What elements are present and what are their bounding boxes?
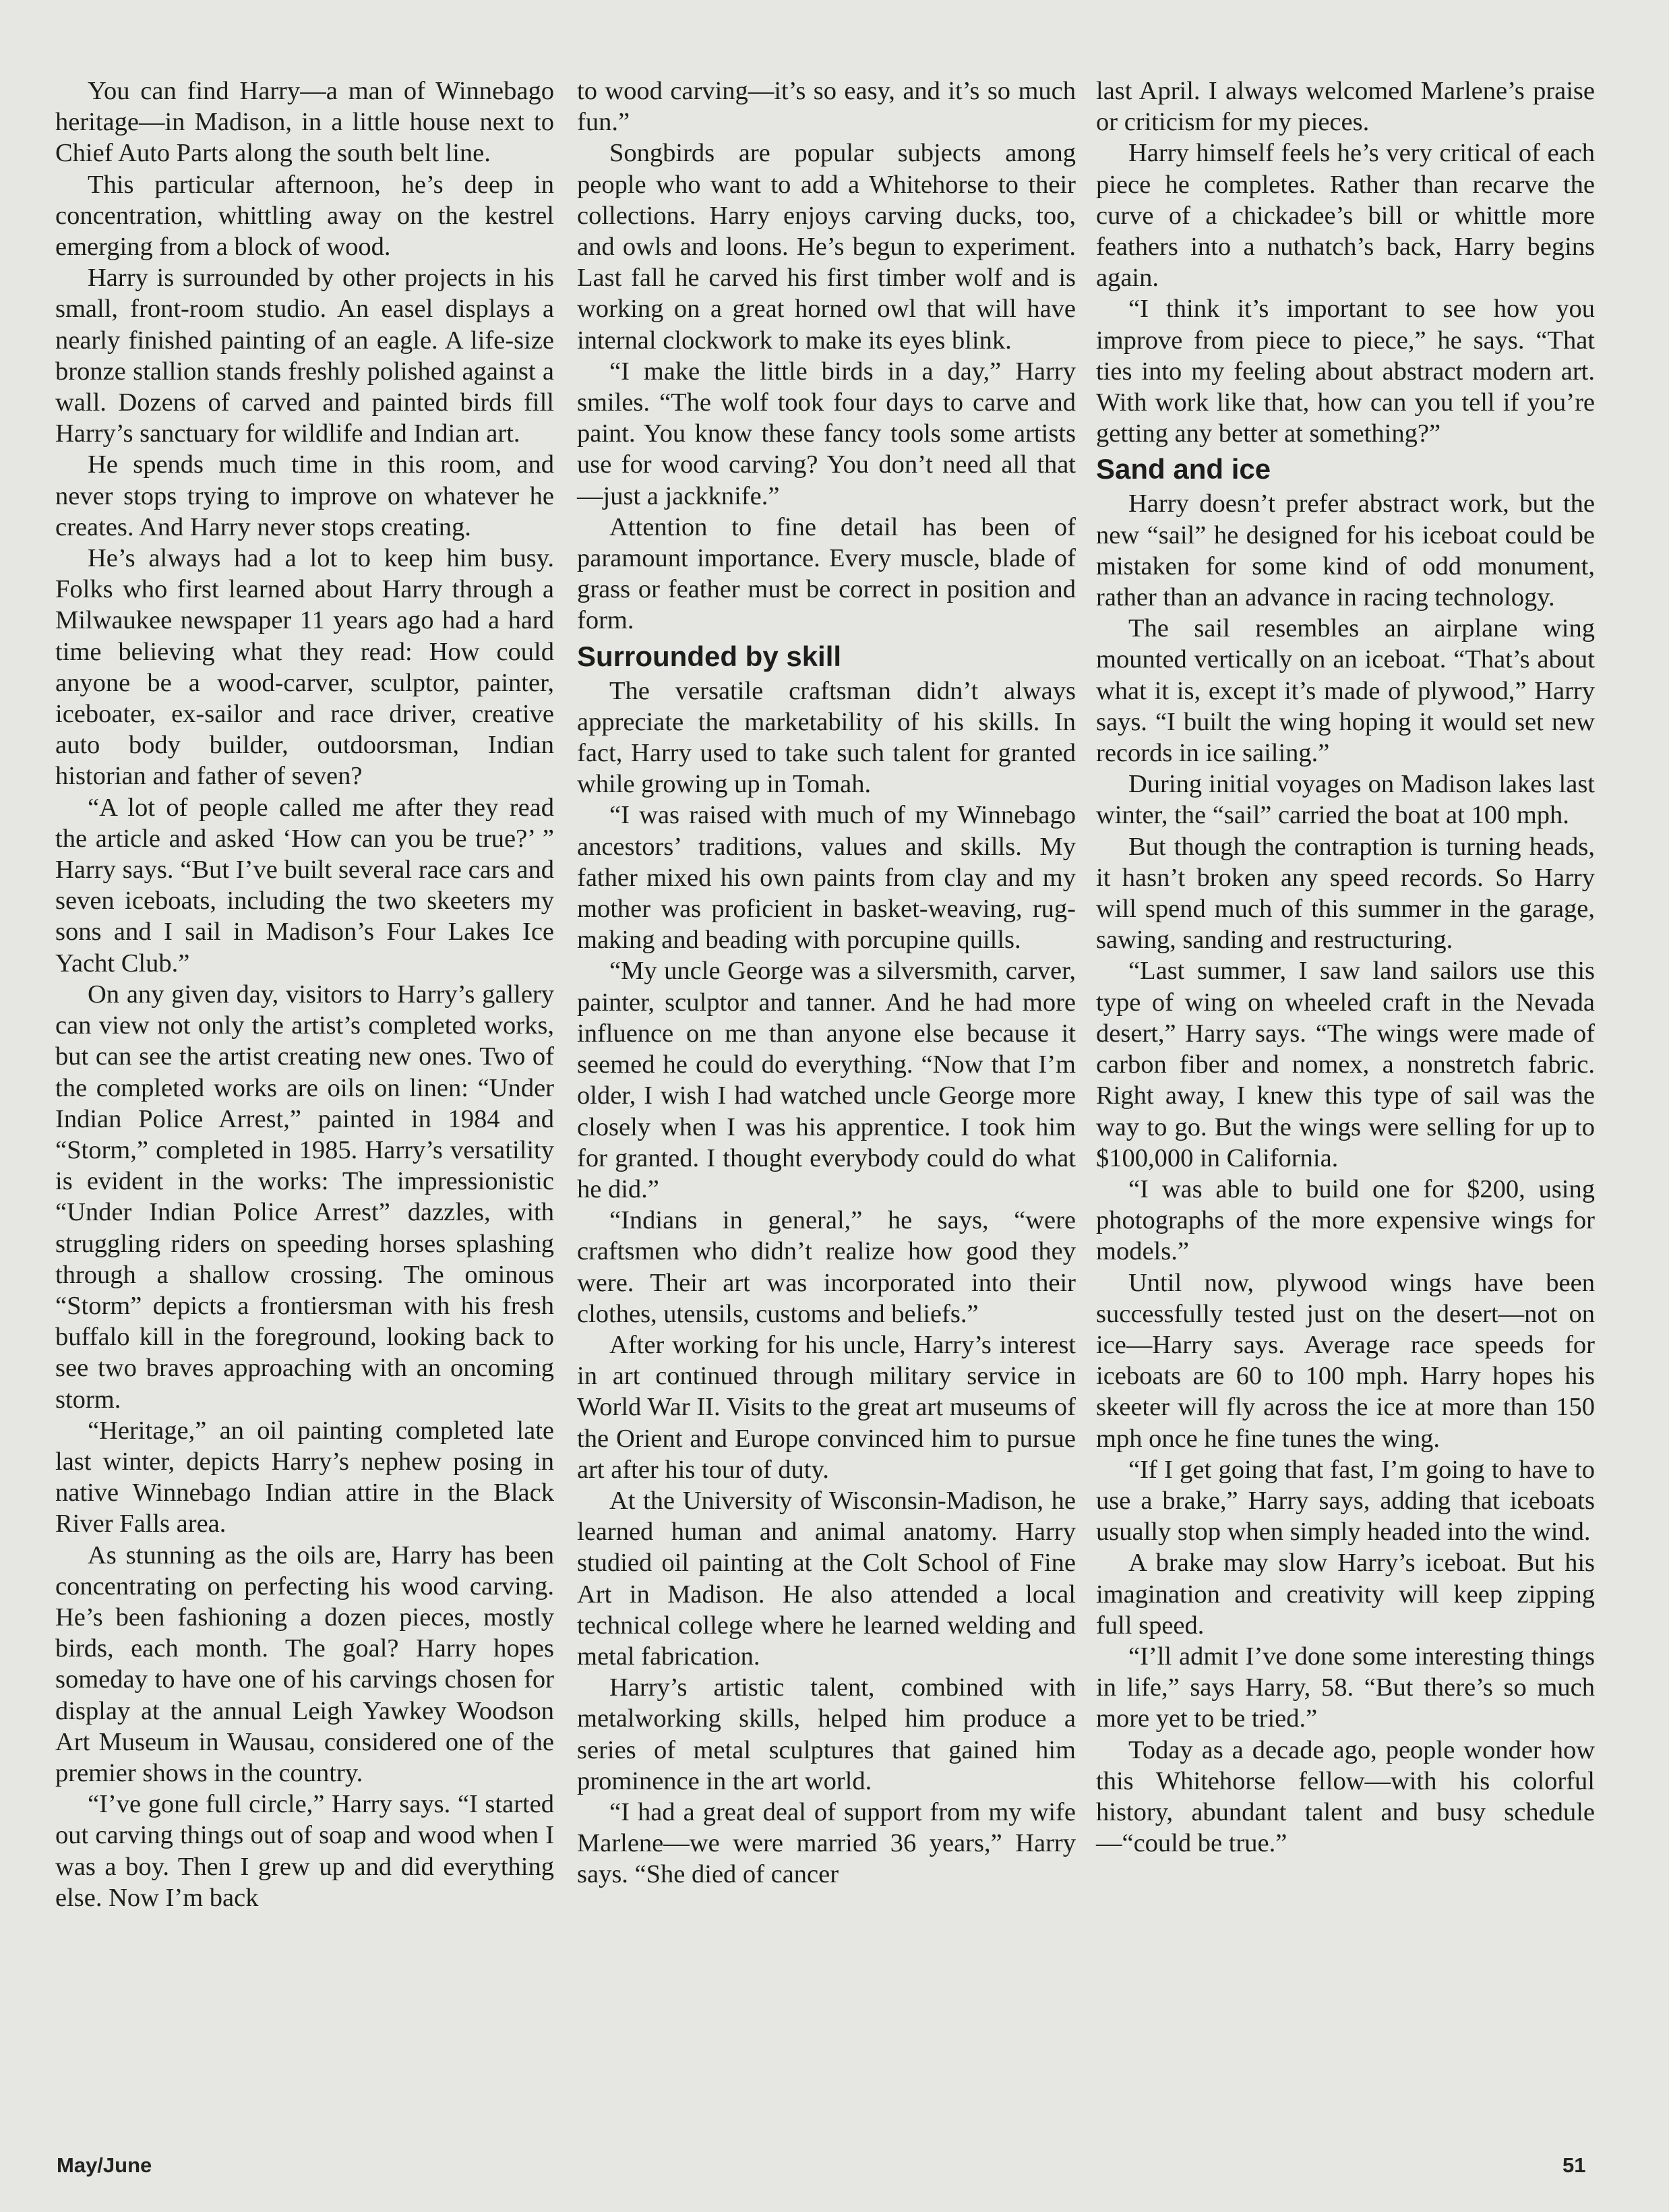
paragraph: Harry doesn’t prefer abstract work, but the new “sail” he designed for his iceboat could be mistaken for some kind of odd monument, rather than an advance in racing technology.	[1096, 489, 1595, 612]
paragraph: “Last summer, I saw land sailors use this type of wing on wheeled craft in the Nevada desert,” Harry says. “The wings were made of carbon fiber and nomex, a nonstretch fabric. Right away, I knew this type of sail was the way to go. But the wings were selling for up to $100,000 in California.	[1096, 957, 1595, 1172]
paragraph: “Heritage,” an oil painting completed late last winter, depicts Harry’s nephew posing in native Winnebago Indian attire in the Black River Falls area.	[55, 1416, 554, 1538]
paragraph: He’s always had a lot to keep him busy. Folks who first learned about Harry through a Milwaukee newspaper 11 years ago had a hard time believing what they read: How could anyone be a wood-carver, sculptor, painter, iceboater, ex-sailor and race driver, creative auto body builder, outdoorsman, Indian historian and father of seven?	[55, 544, 554, 791]
paragraph: At the University of Wisconsin-Madison, he learned human and animal anatomy. Harry studied oil painting at the Colt School of Fine Art in Madison. He also attended a local technical college where he learned welding and metal fabrication.	[577, 1486, 1076, 1671]
paragraph: On any given day, visitors to Harry’s gallery can view not only the artist’s completed works, but can see the artist creating new ones. Two of the completed works are oils on linen: “Under Indian Police Arrest,” painted in 1984 and “Storm,” completed in 1985. Harry’s versatility is evident in the works: The impressionistic “Under Indian Police Arrest” dazzles, with struggling riders on speeding horses splashing through a shallow crossing. The ominous “Storm” depicts a frontiersman with his fresh buffalo kill in the foreground, looking back to see two braves approaching with an oncoming storm.	[55, 980, 554, 1414]
paragraph: “I make the little birds in a day,” Harry smiles. “The wolf took four days to carve and paint. You know these fancy tools some artists use for wood carving? You don’t need all that—just a jackknife.”	[577, 357, 1076, 510]
paragraph: “I think it’s important to see how you improve from piece to piece,” he says. “That ties into my feeling about abstract modern art. With work like that, how can you tell if you’re getting any better at something?”	[1096, 295, 1595, 448]
article-column-2	[577, 76, 1076, 1890]
paragraph: “A lot of people called me after they read the article and asked ‘How can you be true?’ ” Harry says. “But I’ve built several race cars and seven iceboats, including the two skeeters my sons and I sail in Madison’s Four Lakes Ice Yacht Club.”	[55, 793, 554, 978]
paragraph: But though the contraption is turning heads, it hasn’t broken any speed records. So Harry will spend much of this summer in the garage, sawing, sanding and restructuring.	[1096, 832, 1595, 955]
paragraph: “I was raised with much of my Winnebago ancestors’ traditions, values and skills. My father mixed his own paints from clay and my mother was proficient in basket-weaving, rug-making and beading with porcupine quills.	[577, 801, 1076, 955]
paragraph: The sail resembles an airplane wing mounted vertically on an iceboat. “That’s about what it is, except it’s made of plywood,” Harry says. “I built the wing hoping it would set new records in ice sailing.”	[1096, 614, 1595, 768]
paragraph: Harry’s artistic talent, combined with metalworking skills, helped him produce a series of metal sculptures that gained him prominence in the art world.	[577, 1673, 1076, 1795]
issue-date-footer: May/June	[57, 2153, 152, 2177]
paragraph: “My uncle George was a silversmith, carver, painter, sculptor and tanner. And he had more influence on me than anyone else because it seemed he could do everything. “Now that I’m older, I wish I had watched uncle George more closely when I was his apprentice. I took him for granted. I thought everybody could do what he did.”	[577, 957, 1076, 1203]
page-number: 51	[1562, 2153, 1586, 2177]
article-column-1	[55, 76, 554, 1913]
paragraph: Songbirds are popular subjects among people who want to add a Whitehorse to their collections. Harry enjoys carving ducks, too, and owls and loons. He’s begun to experiment. Last fall he carved his first timber wolf and is working on a great horned owl that will have internal clockwork to make its eyes blink.	[577, 139, 1076, 355]
paragraph: “Indians in general,” he says, “were craftsmen who didn’t realize how good they were. Their art was incorporated into their clothes, utensils, customs and beliefs.”	[577, 1206, 1076, 1328]
paragraph: “I was able to build one for $200, using photographs of the more expensive wings for models.”	[1096, 1174, 1595, 1266]
paragraph: He spends much time in this room, and never stops trying to improve on whatever he creates. And Harry never stops creating.	[55, 450, 554, 541]
paragraph: This particular afternoon, he’s deep in concentration, whittling away on the kestrel emerging from a block of wood.	[55, 170, 554, 262]
paragraph: “If I get going that fast, I’m going to have to use a brake,” Harry says, adding that iceboats usually stop when simply headed into the wind.	[1096, 1455, 1595, 1547]
paragraph: During initial voyages on Madison lakes last winter, the “sail” carried the boat at 100 mph.	[1096, 770, 1595, 830]
paragraph: You can find Harry—a man of Winnebago heritage—in Madison, in a little house next to Chief Auto Parts along the south belt line.	[55, 77, 554, 168]
paragraph: Harry himself feels he’s very critical of each piece he completes. Rather than recarve the curve of a chickadee’s bill or whittle more feathers into a nuthatch’s back, Harry begins again.	[1096, 139, 1595, 293]
paragraph: “I’ll admit I’ve done some interesting things in life,” says Harry, 58. “But there’s so much more yet to be tried.”	[1096, 1642, 1595, 1733]
paragraph: “I had a great deal of support from my wife Marlene—we were married 36 years,” Harry says. “She died of cancer	[577, 1797, 1076, 1889]
paragraph: As stunning as the oils are, Harry has been concentrating on perfecting his wood carving. He’s been fashioning a dozen pieces, mostly birds, each month. The goal? Harry hopes someday to have one of his carvings chosen for display at the annual Leigh Yawkey Woodson Art Museum in Wausau, considered one of the premier shows in the country.	[55, 1541, 554, 1787]
paragraph-continued: to wood carving—it’s so easy, and it’s so much fun.”	[577, 77, 1076, 137]
paragraph: Harry is surrounded by other projects in his small, front-room studio. An easel displays a nearly finished painting of an eagle. A life-size bronze stallion stands freshly polished against a wall. Dozens of carved and painted birds fill Harry’s sanctuary for wildlife and Indian art.	[55, 264, 554, 448]
paragraph: A brake may slow Harry’s iceboat. But his imagination and creativity will keep zipping full speed.	[1096, 1549, 1595, 1640]
paragraph: Until now, plywood wings have been successfully tested just on the desert—not on ice—Harry says. Average race speeds for iceboats are 60 to 100 mph. Harry hopes his skeeter will fly across the ice at more than 150 mph once he fine tunes the wing.	[1096, 1268, 1595, 1453]
paragraph: The versatile craftsman didn’t always appreciate the marketability of his skills. In fact, Harry used to take such talent for granted while growing up in Tomah.	[577, 676, 1076, 799]
article-column-3	[1096, 76, 1595, 1859]
paragraph: After working for his uncle, Harry’s interest in art continued through military service in World War II. Visits to the great art museums of the Orient and Europe convinced him to pursue art after his tour of duty.	[577, 1330, 1076, 1484]
paragraph-continued: last April. I always welcomed Marlene’s praise or criticism for my pieces.	[1096, 77, 1595, 137]
paragraph: Today as a decade ago, people wonder how this Whitehorse fellow—with his colorful history, abundant talent and busy schedule—“could be true.”	[1096, 1735, 1595, 1858]
section-heading-surrounded-by-skill: Surrounded by skill	[577, 640, 842, 672]
paragraph: Attention to fine detail has been of paramount importance. Every muscle, blade of grass or feather must be correct in position and form.	[577, 512, 1076, 635]
paragraph: “I’ve gone full circle,” Harry says. “I started out carving things out of soap and wood when I was a boy. Then I grew up and did everything else. Now I’m back	[55, 1790, 554, 1912]
section-heading-sand-and-ice: Sand and ice	[1096, 453, 1271, 485]
